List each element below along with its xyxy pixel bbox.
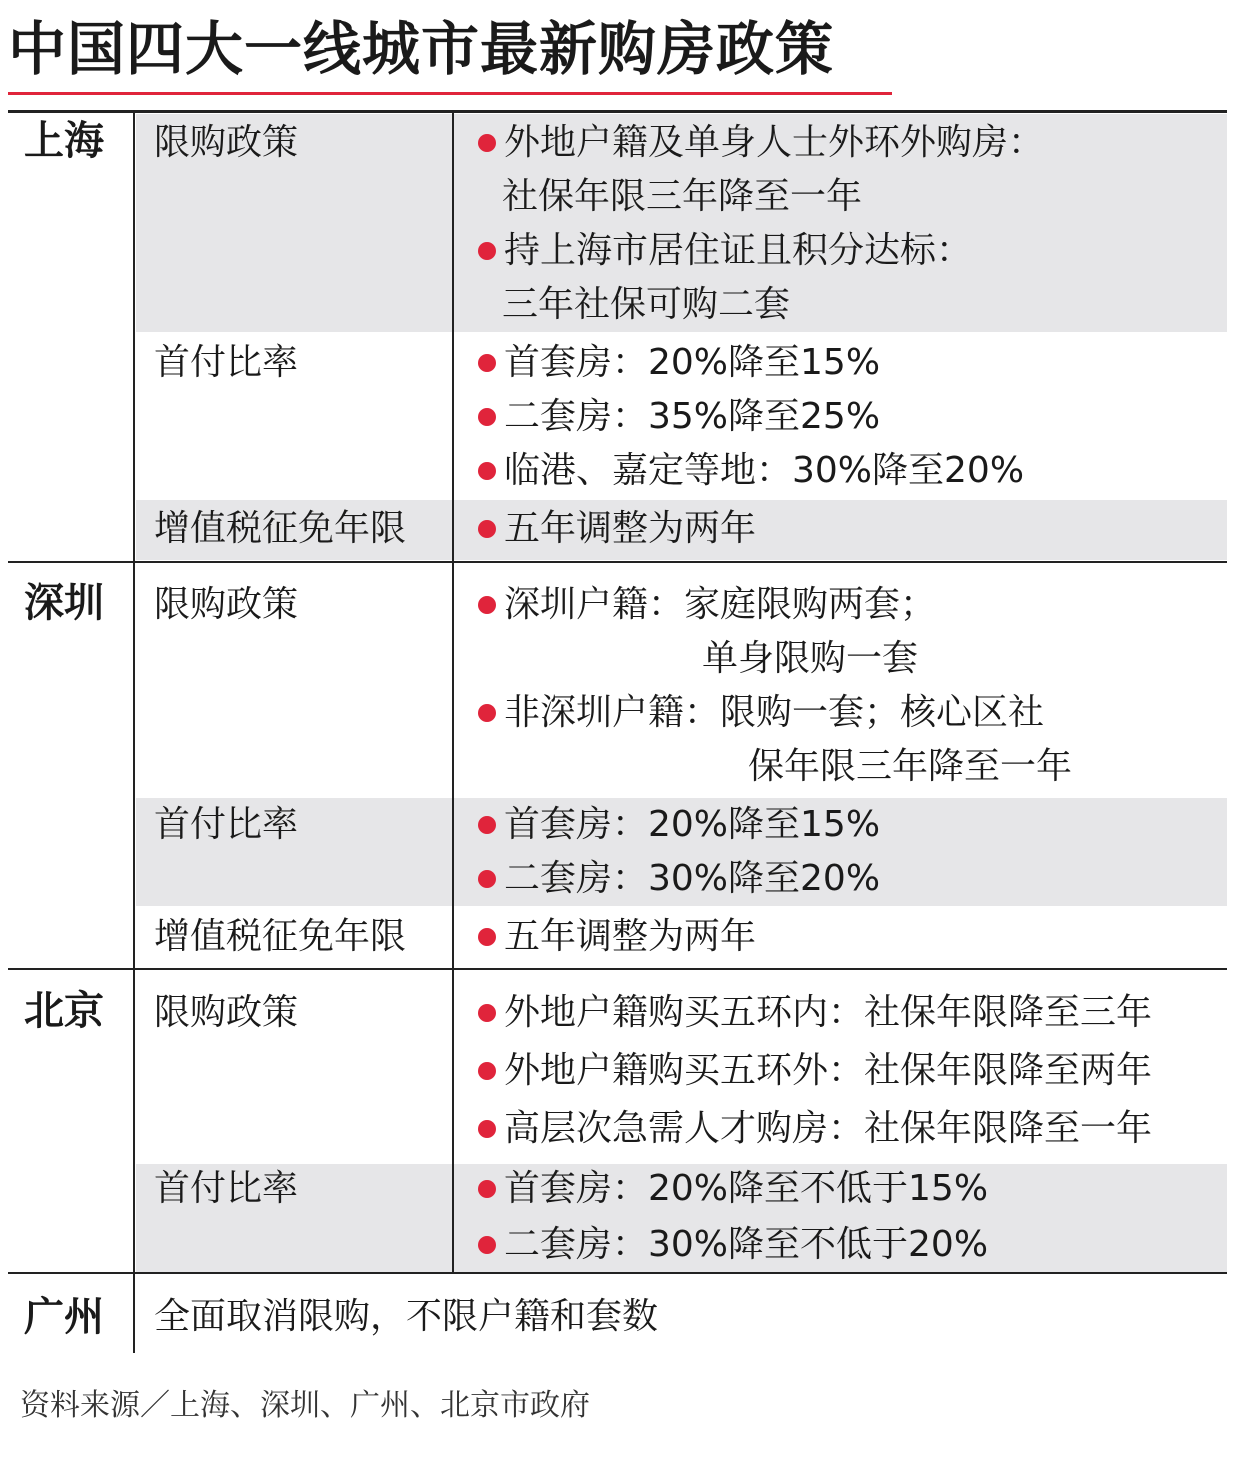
shanghai-down-line-3: 临港、嘉定等地：30%降至20%	[478, 448, 1024, 494]
beijing-down-label: 首付比率	[154, 1168, 299, 1209]
col-divider-category	[452, 113, 454, 1272]
divider-shenzhen-beijing	[8, 968, 1227, 970]
shanghai-down-line-1: 首套房：20%降至15%	[478, 340, 880, 386]
bullet-dot	[478, 1062, 496, 1080]
col-divider-city	[133, 113, 135, 1353]
city-guangzhou: 广州	[24, 1294, 104, 1340]
beijing-limit-label: 限购政策	[154, 992, 299, 1033]
source-note: 资料来源／上海、深圳、广州、北京市政府	[20, 1388, 590, 1423]
bullet-dot	[478, 1236, 496, 1254]
bullet-dot	[478, 1180, 496, 1198]
shanghai-limit-line-4: 三年社保可购二套	[502, 284, 791, 325]
bullet-dot	[478, 354, 496, 372]
bullet-dot	[478, 408, 496, 426]
shanghai-limit-line-2: 社保年限三年降至一年	[502, 176, 863, 217]
shanghai-limit-label: 限购政策	[154, 122, 299, 163]
city-shenzhen: 深圳	[24, 580, 104, 626]
title-underline	[8, 92, 892, 95]
divider-shanghai-shenzhen	[8, 561, 1227, 563]
bullet-dot	[478, 242, 496, 260]
bullet-dot	[478, 928, 496, 946]
shenzhen-limit-line-4: 保年限三年降至一年	[748, 746, 1073, 787]
city-shanghai: 上海	[24, 118, 104, 164]
beijing-down-line-2: 二套房：30%降至不低于20%	[478, 1222, 988, 1268]
bullet-dot	[478, 870, 496, 888]
bullet-dot	[478, 520, 496, 538]
beijing-limit-line-2: 外地户籍购买五环外：社保年限降至两年	[478, 1048, 1152, 1094]
shanghai-limit-line-1: 外地户籍及单身人士外环外购房：	[478, 120, 1044, 166]
bullet-dot	[478, 1004, 496, 1022]
beijing-limit-line-1: 外地户籍购买五环内：社保年限降至三年	[478, 990, 1152, 1036]
shenzhen-limit-line-1: 深圳户籍：家庭限购两套；	[478, 582, 936, 628]
shenzhen-down-line-2: 二套房：30%降至20%	[478, 856, 880, 902]
city-beijing: 北京	[24, 988, 104, 1034]
shenzhen-limit-line-3: 非深圳户籍：限购一套；核心区社	[478, 690, 1044, 736]
beijing-limit-line-3: 高层次急需人才购房：社保年限降至一年	[478, 1106, 1152, 1152]
shanghai-limit-line-3: 持上海市居住证且积分达标：	[478, 228, 972, 274]
bullet-dot	[478, 596, 496, 614]
shanghai-down-line-2: 二套房：35%降至25%	[478, 394, 880, 440]
shanghai-down-label: 首付比率	[154, 342, 299, 383]
divider-top	[8, 110, 1227, 113]
shenzhen-vat-label: 增值税征免年限	[154, 916, 407, 957]
divider-beijing-guangzhou	[8, 1272, 1227, 1274]
shenzhen-limit-label: 限购政策	[154, 584, 299, 625]
page-title: 中国四大一线城市最新购房政策	[8, 15, 835, 83]
bullet-dot	[478, 816, 496, 834]
bullet-dot	[478, 704, 496, 722]
beijing-down-line-1: 首套房：20%降至不低于15%	[478, 1166, 988, 1212]
guangzhou-policy: 全面取消限购，不限户籍和套数	[154, 1296, 659, 1337]
bullet-dot	[478, 462, 496, 480]
shenzhen-vat-line-1: 五年调整为两年	[478, 914, 756, 960]
shanghai-vat-line-1: 五年调整为两年	[478, 506, 756, 552]
shanghai-vat-label: 增值税征免年限	[154, 508, 407, 549]
shenzhen-down-line-1: 首套房：20%降至15%	[478, 802, 880, 848]
shenzhen-down-label: 首付比率	[154, 804, 299, 845]
shenzhen-limit-line-2: 单身限购一套	[702, 638, 919, 679]
bullet-dot	[478, 134, 496, 152]
bullet-dot	[478, 1120, 496, 1138]
